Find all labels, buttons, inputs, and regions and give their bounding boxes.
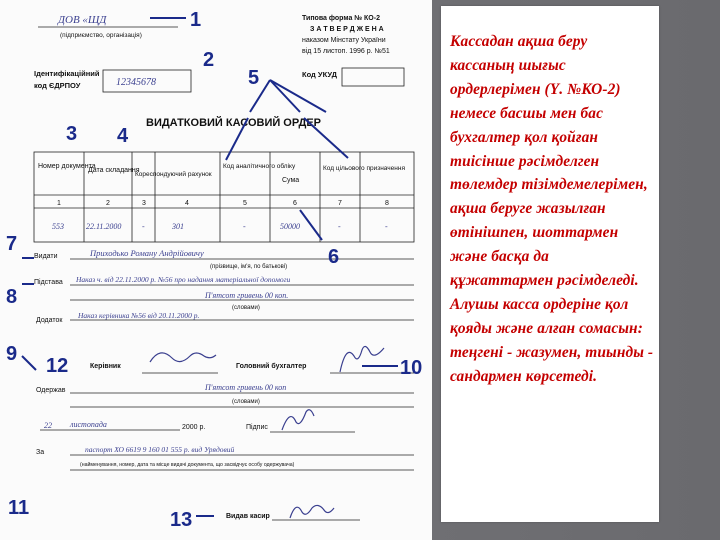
callout-10: 10 bbox=[400, 357, 423, 379]
table-header-account: Кореспондуючий рахунок bbox=[135, 171, 212, 178]
description-panel bbox=[441, 6, 659, 522]
za-label: За bbox=[36, 449, 45, 456]
callout-9: 9 bbox=[6, 343, 18, 365]
col-number: 5 bbox=[243, 200, 247, 207]
sum-caption: (словами) bbox=[232, 305, 260, 311]
sum-in-words: П'ятсот гривень 00 коп. bbox=[205, 291, 289, 300]
col-number: 1 bbox=[57, 200, 61, 207]
cashier-signature bbox=[290, 505, 334, 518]
pidstava-value: Наказ ч. від 22.11.2000 р. №56 про надання матеріальної допомоги bbox=[76, 275, 291, 284]
table-cell: - bbox=[385, 222, 388, 231]
dodatok-label: Додаток bbox=[36, 317, 63, 324]
vydaty-caption: (прізвище, ім'я, по батькові) bbox=[210, 264, 288, 270]
callout-5: 5 bbox=[248, 67, 260, 89]
vydaty-value: Приходько Роману Андрійовичу bbox=[90, 248, 204, 258]
callout-6: 6 bbox=[328, 246, 340, 268]
id-code-value: 12345678 bbox=[116, 77, 156, 88]
za-caption: (найменування, номер, дата та місце видачі документа, що засвідчує особу одержувача) bbox=[80, 462, 295, 468]
oderzhav-caption: (словами) bbox=[232, 399, 260, 405]
enterprise-caption: (підприємство, організація) bbox=[60, 32, 142, 39]
date-year: 2000 р. bbox=[182, 424, 206, 431]
table-cell: - bbox=[142, 222, 145, 231]
date-month: листопада bbox=[70, 420, 107, 429]
ministry-label: наказом Мінстату України bbox=[302, 37, 386, 44]
holovnyi-buhhalter-label: Головний бухгалтер bbox=[236, 363, 307, 370]
table-header-doc-number: Номер документа bbox=[38, 163, 96, 170]
id-label-line1: Ідентифікаційний bbox=[34, 69, 100, 78]
vydav-kasyr-label: Видав касир bbox=[226, 513, 270, 520]
table-cell: 301 bbox=[172, 222, 184, 231]
table-header-sum: Сума bbox=[282, 177, 300, 184]
callout-4: 4 bbox=[117, 125, 129, 147]
callout-1: 1 bbox=[190, 9, 202, 31]
form-title: ВИДАТКОВИЙ КАСОВИЙ ОРДЕР bbox=[146, 117, 322, 129]
enterprise-name: ДОВ «ЩД bbox=[58, 14, 107, 26]
callout-12: 12 bbox=[46, 355, 69, 377]
oderzhav-label: Одержав bbox=[36, 387, 66, 394]
col-number: 2 bbox=[106, 200, 110, 207]
callout-8: 8 bbox=[6, 286, 18, 308]
table-cell: - bbox=[243, 222, 246, 231]
oderzhav-value: П'ятсот гривень 00 коп bbox=[205, 383, 287, 392]
date-order-label: від 15 листоп. 1996 р. №51 bbox=[302, 48, 390, 55]
callout-11: 11 bbox=[8, 497, 30, 519]
table-cell: - bbox=[338, 222, 341, 231]
chief-accountant-signature bbox=[340, 346, 384, 372]
approved-label: З А Т В Е Р Д Ж Е Н А bbox=[310, 26, 384, 33]
callout-7: 7 bbox=[6, 233, 18, 255]
director-signature bbox=[150, 353, 216, 362]
table-header-purpose-code: Код цільового призначення bbox=[323, 165, 405, 172]
col-number: 7 bbox=[338, 200, 342, 207]
table-cell: 22.11.2000 bbox=[86, 222, 122, 231]
table-column-numbers bbox=[57, 200, 389, 207]
vydaty-label: Видати bbox=[34, 253, 58, 260]
date-day: 22 bbox=[44, 421, 52, 430]
okud-label: Код УКУД bbox=[302, 70, 337, 79]
callout-2: 2 bbox=[203, 49, 215, 71]
callout-13: 13 bbox=[170, 509, 193, 531]
kerivnyk-label: Керівник bbox=[90, 363, 121, 370]
table-cell: 553 bbox=[52, 222, 64, 231]
dodatok-value: Наказ керівника №56 від 20.11.2000 р. bbox=[78, 311, 200, 320]
receiver-signature bbox=[282, 410, 314, 430]
table-header-analytic-code: Код аналітичного обліку bbox=[223, 163, 296, 170]
pidpys-label: Підпис bbox=[246, 424, 268, 431]
col-number: 4 bbox=[185, 200, 189, 207]
id-label-line2: код ЄДРПОУ bbox=[34, 81, 81, 90]
za-value: паспорт ХО 6619 9 160 01 555 р. вид Урядовий bbox=[85, 445, 235, 454]
pidstava-label: Підстава bbox=[34, 279, 63, 286]
callout-3: 3 bbox=[66, 123, 78, 145]
description-text: Кассадан ақша беру кассаның шығыс ордерлерімен (Ү. №КО-2) немесе басшы мен бас бухгалтер қол қойған тиісінше рәсімделген төлемдер тізімдемелерімен, ақша беруге жазылған өтінішпен, шоттармен және басқа да құжаттармен рәсімделеді. Алушы касса ордеріне қол қояды және алған сомасын: теңгені - жазумен, тиынды - сандармен көрсетеді. bbox=[450, 33, 654, 385]
col-number: 3 bbox=[142, 200, 146, 207]
typical-form-label: Типова форма № КО-2 bbox=[302, 15, 380, 22]
col-number: 6 bbox=[293, 200, 297, 207]
table-header-date: Дата складання bbox=[88, 167, 140, 174]
table-cell: 50000 bbox=[280, 222, 300, 231]
col-number: 8 bbox=[385, 200, 389, 207]
